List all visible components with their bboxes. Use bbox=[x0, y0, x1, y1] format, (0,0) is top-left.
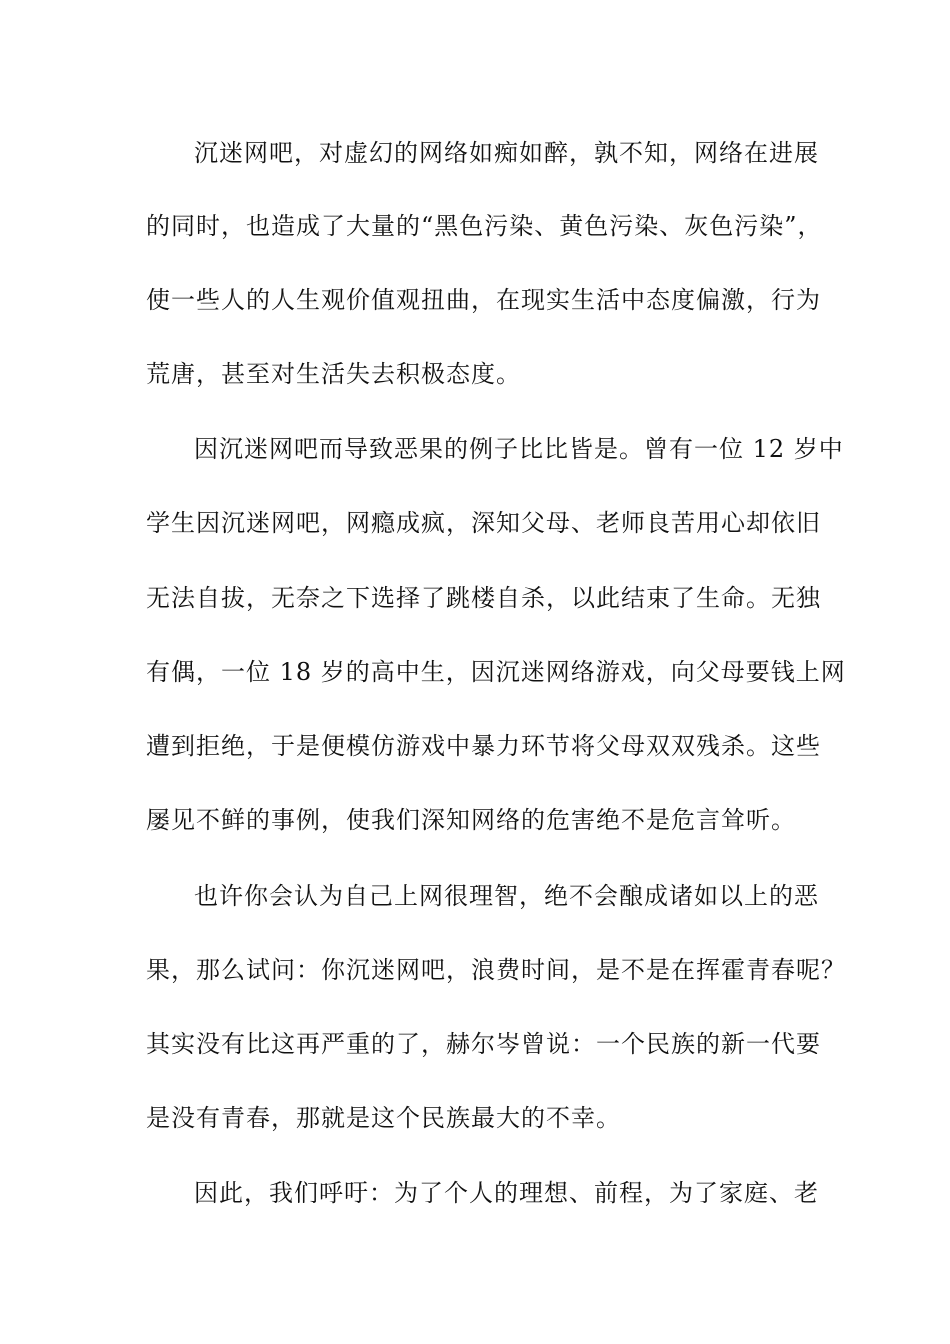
paragraph-2-line-1: 因沉迷网吧而导致恶果的例子比比皆是。曾有一位 12 岁中 bbox=[194, 435, 844, 463]
paragraph-3-line-2: 果，那么试问：你沉迷网吧，浪费时间，是不是在挥霍青春呢？ bbox=[146, 956, 846, 984]
paragraph-3-line-3: 其实没有比这再严重的了，赫尔岑曾说：一个民族的新一代要 bbox=[146, 1030, 821, 1058]
paragraph-1-line-2: 的同时，也造成了大量的“黑色污染、黄色污染、灰色污染”， bbox=[146, 212, 823, 240]
paragraph-1-line-1: 沉迷网吧，对虚幻的网络如痴如醉，孰不知，网络在进展 bbox=[194, 139, 819, 167]
paragraph-1-line-3: 使一些人的人生观价值观扭曲，在现实生活中态度偏激，行为 bbox=[146, 286, 821, 314]
paragraph-2-line-3: 无法自拔，无奈之下选择了跳楼自杀，以此结束了生命。无独 bbox=[146, 584, 821, 612]
paragraph-1-line-4: 荒唐，甚至对生活失去积极态度。 bbox=[146, 360, 521, 388]
paragraph-3-line-1: 也许你会认为自己上网很理智，绝不会酿成诸如以上的恶 bbox=[194, 882, 819, 910]
paragraph-2-line-6: 屡见不鲜的事例，使我们深知网络的危害绝不是危言耸听。 bbox=[146, 806, 796, 834]
paragraph-2-line-4: 有偶，一位 18 岁的高中生，因沉迷网络游戏，向父母要钱上网 bbox=[146, 658, 846, 686]
paragraph-3-line-4: 是没有青春，那就是这个民族最大的不幸。 bbox=[146, 1104, 621, 1132]
paragraph-4-line-1: 因此，我们呼吁：为了个人的理想、前程，为了家庭、老 bbox=[194, 1179, 819, 1207]
paragraph-2-line-5: 遭到拒绝，于是便模仿游戏中暴力环节将父母双双残杀。这些 bbox=[146, 732, 821, 760]
paragraph-2-line-2: 学生因沉迷网吧，网瘾成疯，深知父母、老师良苦用心却依旧 bbox=[146, 509, 821, 537]
